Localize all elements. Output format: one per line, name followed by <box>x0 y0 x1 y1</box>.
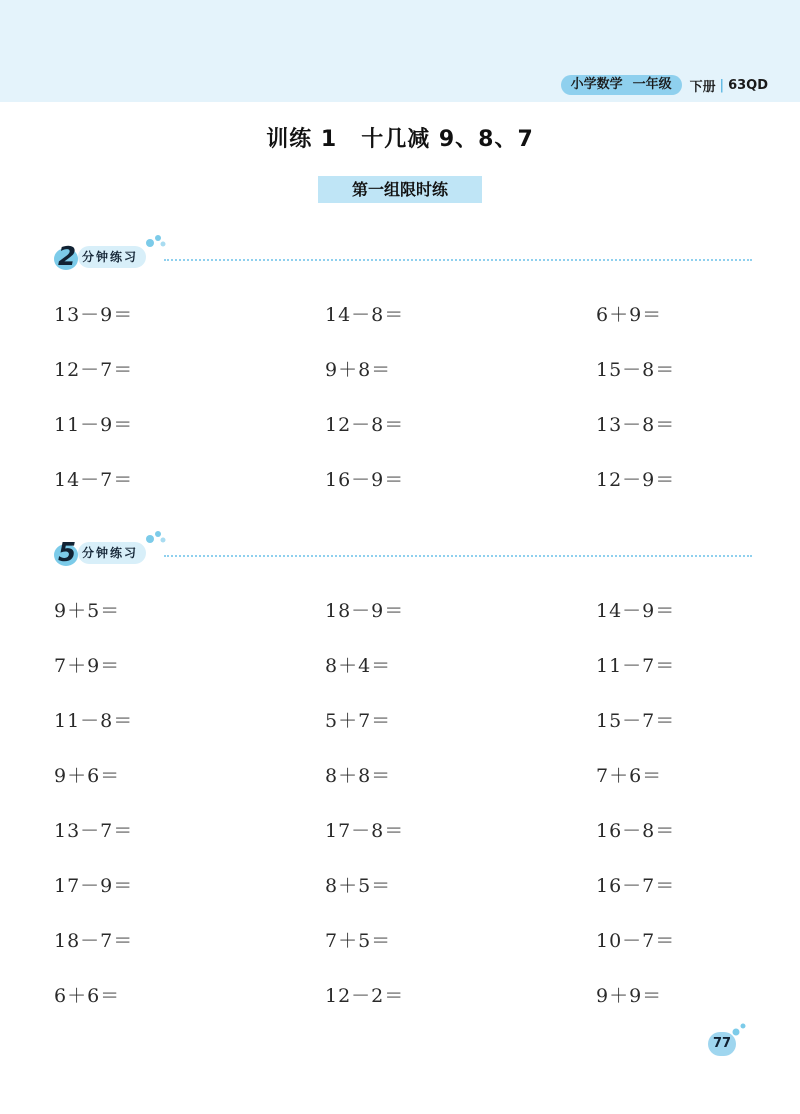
arithmetic-problem: 18－7＝ <box>54 930 134 952</box>
arithmetic-problem: 8＋5＝ <box>325 875 392 897</box>
timer-badge <box>52 242 146 272</box>
minutes-number: 2 <box>52 242 82 272</box>
arithmetic-problem: 16－7＝ <box>596 875 676 897</box>
arithmetic-problem: 12－9＝ <box>596 469 676 491</box>
arithmetic-problem: 11－9＝ <box>54 414 134 436</box>
arithmetic-problem: 9＋6＝ <box>54 765 121 787</box>
arithmetic-problem: 16－8＝ <box>596 820 676 842</box>
arithmetic-problem: 11－7＝ <box>596 655 676 677</box>
arithmetic-problem: 8＋4＝ <box>325 655 392 677</box>
arithmetic-problem: 17－8＝ <box>325 820 405 842</box>
arithmetic-problem: 13－9＝ <box>54 304 134 326</box>
water-drop-icon <box>144 528 166 544</box>
arithmetic-problem: 7＋6＝ <box>596 765 663 787</box>
header-tag <box>561 75 768 95</box>
arithmetic-problem: 6＋9＝ <box>596 304 663 326</box>
minutes-number: 5 <box>52 538 82 568</box>
arithmetic-problem: 13－7＝ <box>54 820 134 842</box>
arithmetic-problem: 14－7＝ <box>54 469 134 491</box>
arithmetic-problem: 18－9＝ <box>325 600 405 622</box>
arithmetic-problem: 16－9＝ <box>325 469 405 491</box>
dotted-divider <box>164 259 752 261</box>
page-number: 77 <box>708 1032 736 1056</box>
arithmetic-problem: 17－9＝ <box>54 875 134 897</box>
practice-label: 分钟练习 <box>78 246 146 268</box>
practice-label: 分钟练习 <box>78 542 146 564</box>
water-drop-icon <box>144 232 166 248</box>
section-header-5min <box>52 538 752 574</box>
arithmetic-problem: 14－8＝ <box>325 304 405 326</box>
arithmetic-problem: 13－8＝ <box>596 414 676 436</box>
arithmetic-problem: 6＋6＝ <box>54 985 121 1007</box>
arithmetic-problem: 11－8＝ <box>54 710 134 732</box>
arithmetic-problem: 15－7＝ <box>596 710 676 732</box>
page-title <box>0 122 800 153</box>
arithmetic-problem: 12－8＝ <box>325 414 405 436</box>
arithmetic-problem: 9＋5＝ <box>54 600 121 622</box>
arithmetic-problem: 7＋5＝ <box>325 930 392 952</box>
section-header-2min <box>52 242 752 278</box>
subject-grade-pill <box>561 75 682 95</box>
arithmetic-problem: 9＋8＝ <box>325 359 392 381</box>
arithmetic-problem: 14－9＝ <box>596 600 676 622</box>
title-prefix: 训练 1 <box>266 127 338 152</box>
timer-badge <box>52 538 146 568</box>
arithmetic-problem: 7＋9＝ <box>54 655 121 677</box>
section-subtitle: 第一组限时练 <box>318 176 482 203</box>
arithmetic-problem: 15－8＝ <box>596 359 676 381</box>
title-topic: 十几减 9、8、7 <box>361 127 534 152</box>
arithmetic-problem: 10－7＝ <box>596 930 676 952</box>
arithmetic-problem: 5＋7＝ <box>325 710 392 732</box>
grade-label: 一年级 <box>632 77 672 92</box>
header-separator: | <box>719 77 725 93</box>
arithmetic-problem: 12－7＝ <box>54 359 134 381</box>
volume-label: 下册 <box>689 79 716 95</box>
book-code: 63QD <box>728 77 768 93</box>
arithmetic-problem: 9＋9＝ <box>596 985 663 1007</box>
dotted-divider <box>164 555 752 557</box>
arithmetic-problem: 12－2＝ <box>325 985 405 1007</box>
subject-label: 小学数学 <box>570 77 623 92</box>
arithmetic-problem: 8＋8＝ <box>325 765 392 787</box>
